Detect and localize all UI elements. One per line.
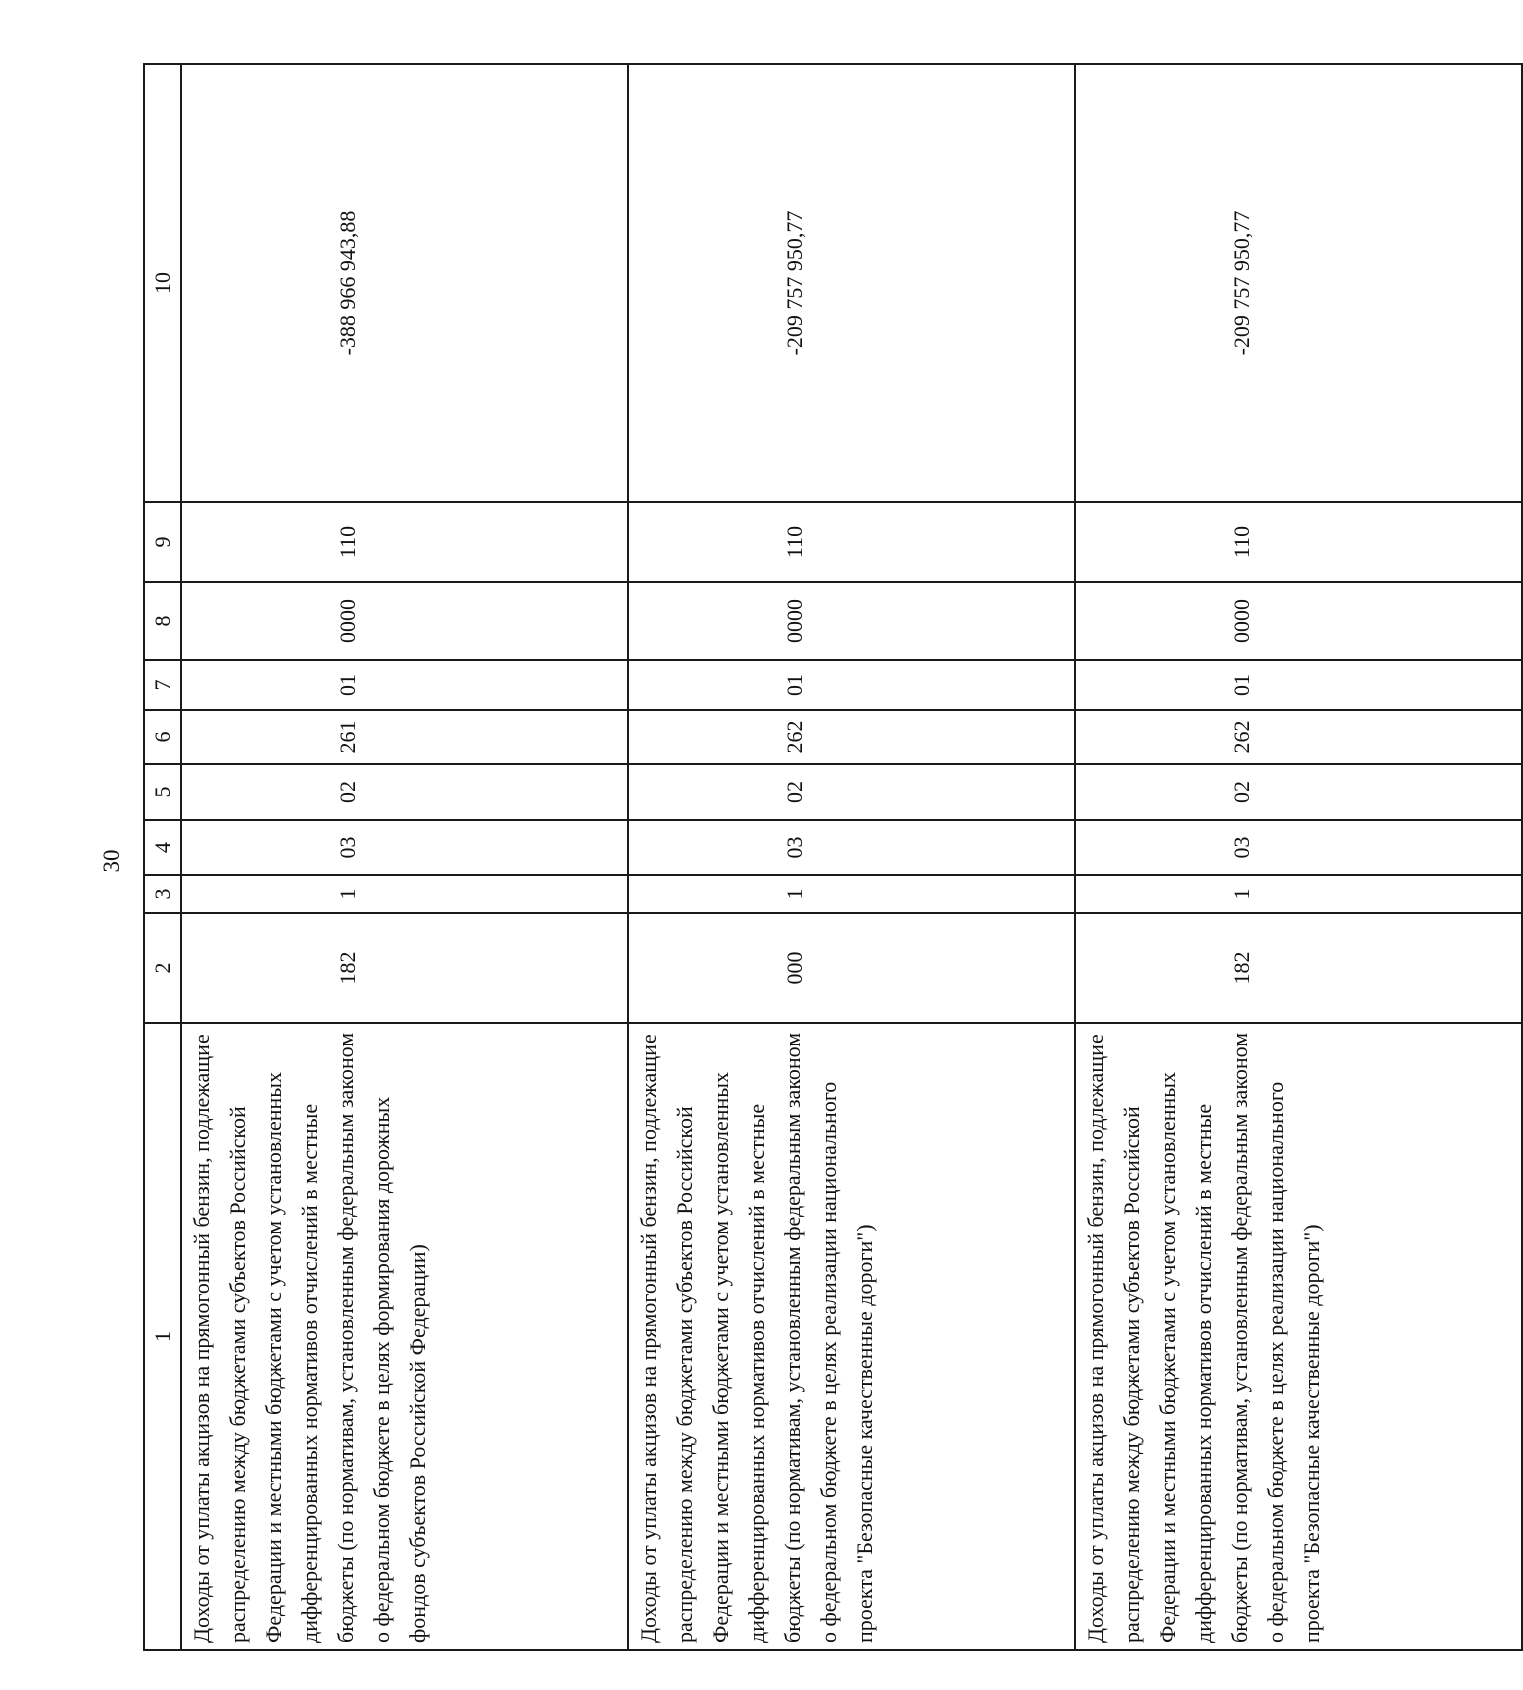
group-code: 1: [1075, 875, 1522, 913]
income-description: Доходы от уплаты акцизов на прямогонный бензин, подлежащие распределению между бюджетами субъектов Российской Федерации и местными бюджетами с учетом установленных дифференцированных нормативов отчислений в местные бюджеты (по нормативам, установленным федеральным законом о федеральном бюджете в целях реализации национального проекта "Безопасные качественные дороги"): [628, 1023, 1075, 1650]
subgroup-code: 03: [1075, 820, 1522, 875]
subarticle-code: 261: [181, 710, 628, 764]
header-col-9: 9: [144, 502, 181, 582]
page-number: 30: [99, 849, 124, 873]
element-code: 01: [1075, 660, 1522, 710]
header-col-6: 6: [144, 710, 181, 764]
economic-code: 110: [628, 502, 1075, 582]
subarticle-code: 262: [1075, 710, 1522, 764]
group-code: 1: [181, 875, 628, 913]
header-col-8: 8: [144, 582, 181, 660]
program-code: 0000: [181, 582, 628, 660]
article-code: 02: [1075, 764, 1522, 820]
income-table-rotated: [143, 65, 1324, 1651]
subgroup-code: 03: [628, 820, 1075, 875]
table-row: [628, 64, 1075, 1650]
table-row: [181, 64, 628, 1650]
element-code: 01: [181, 660, 628, 710]
header-col-10: 10: [144, 64, 181, 502]
admin-code: 182: [181, 913, 628, 1023]
group-code: 1: [628, 875, 1075, 913]
program-code: 0000: [1075, 582, 1522, 660]
amount-value: -209 757 950,77: [628, 64, 1075, 502]
income-table: [143, 63, 1523, 1651]
admin-code: 182: [1075, 913, 1522, 1023]
table-row: [1075, 64, 1522, 1650]
article-code: 02: [628, 764, 1075, 820]
header-col-1: 1: [144, 1023, 181, 1650]
subgroup-code: 03: [181, 820, 628, 875]
income-description: Доходы от уплаты акцизов на прямогонный бензин, подлежащие распределению между бюджетами субъектов Российской Федерации и местными бюджетами с учетом установленных дифференцированных нормативов отчислений в местные бюджеты (по нормативам, установленным федеральным законом о федеральном бюджете в целях реализации национального проекта "Безопасные качественные дороги"): [1075, 1023, 1522, 1650]
economic-code: 110: [1075, 502, 1522, 582]
header-col-3: 3: [144, 875, 181, 913]
header-col-2: 2: [144, 913, 181, 1023]
element-code: 01: [628, 660, 1075, 710]
income-description: Доходы от уплаты акцизов на прямогонный бензин, подлежащие распределению между бюджетами субъектов Российской Федерации и местными бюджетами с учетом установленных дифференцированных нормативов отчислений в местные бюджеты (по нормативам, установленным федеральным законом о федеральном бюджете в целях формирования дорожных фондов субъектов Российской Федерации): [181, 1023, 628, 1650]
header-col-4: 4: [144, 820, 181, 875]
admin-code: 000: [628, 913, 1075, 1023]
header-col-7: 7: [144, 660, 181, 710]
amount-value: -209 757 950,77: [1075, 64, 1522, 502]
header-col-5: 5: [144, 764, 181, 820]
program-code: 0000: [628, 582, 1075, 660]
header-row: [144, 64, 181, 1650]
article-code: 02: [181, 764, 628, 820]
amount-value: -388 966 943,88: [181, 64, 628, 502]
economic-code: 110: [181, 502, 628, 582]
subarticle-code: 262: [628, 710, 1075, 764]
